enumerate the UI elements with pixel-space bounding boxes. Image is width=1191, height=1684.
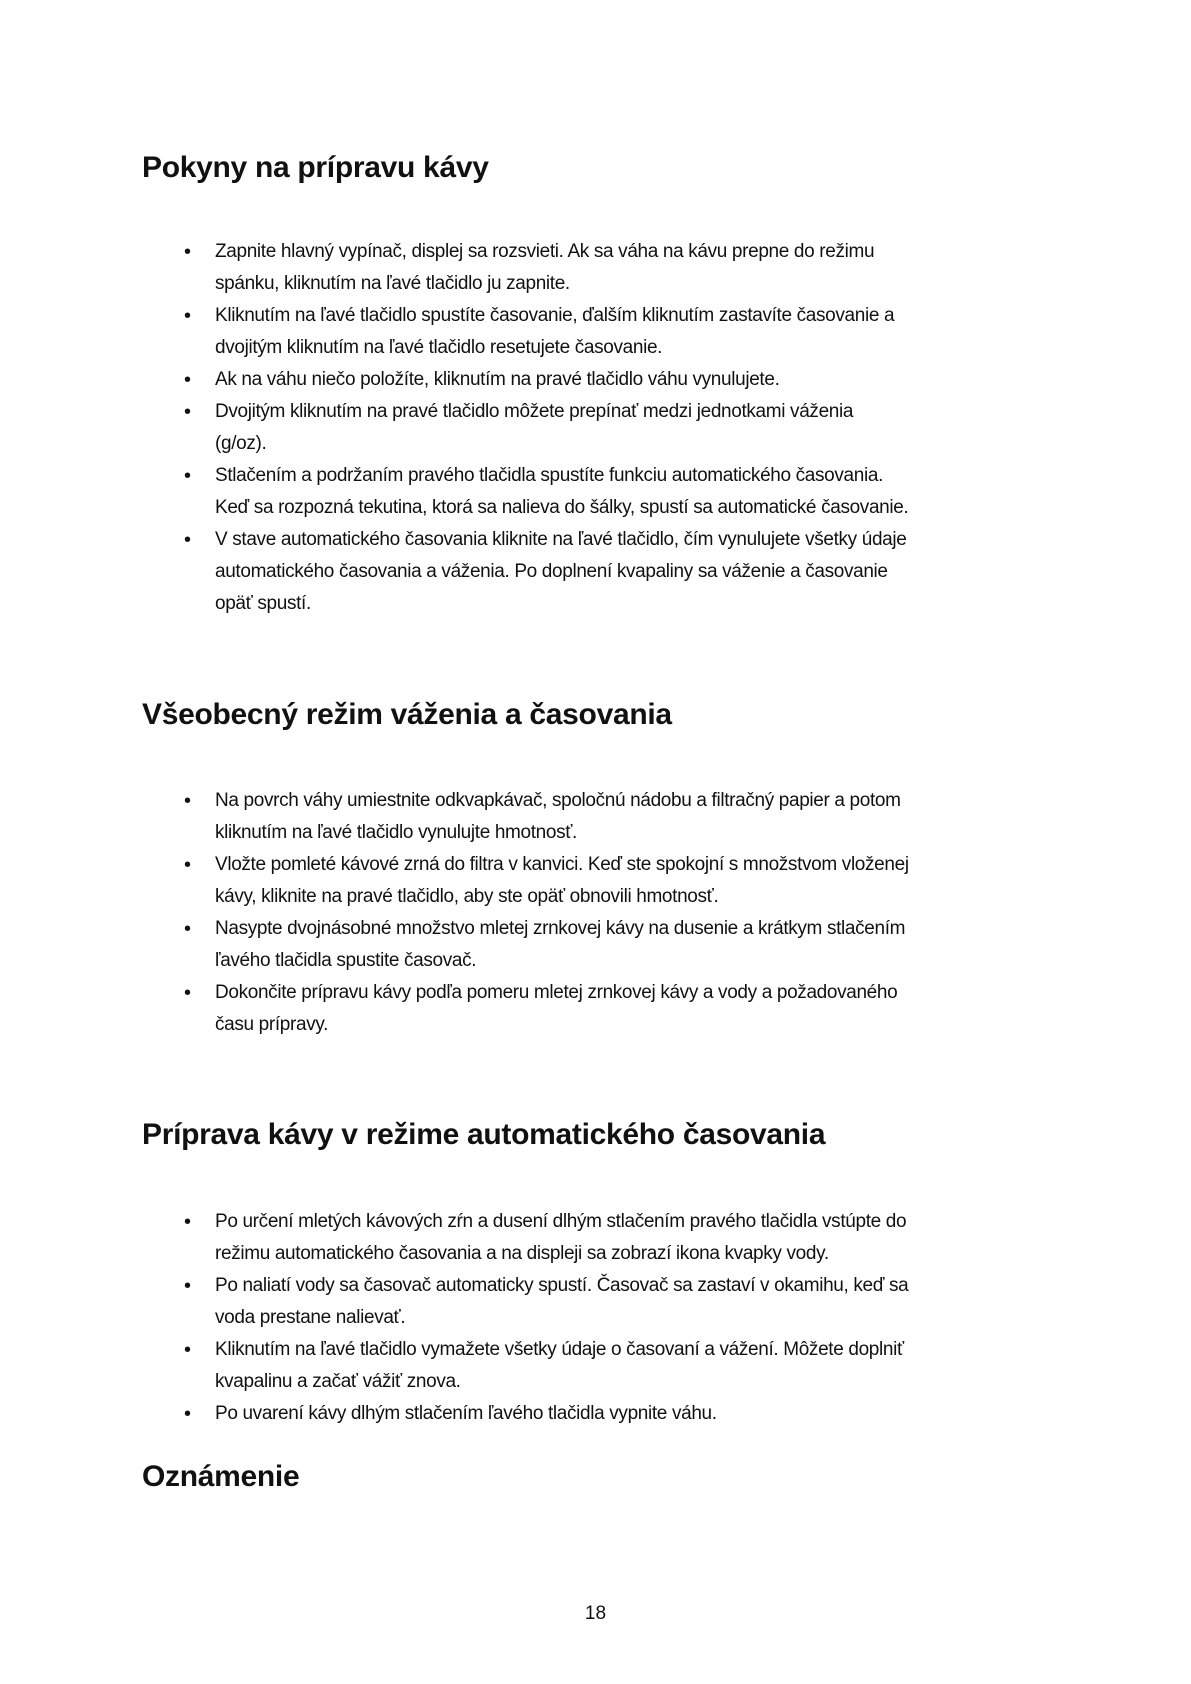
- list-item-text-line: Nasypte dvojnásobné množstvo mletej zrnkovej kávy na dusenie a krátkym stlačením: [215, 918, 906, 939]
- list-item-text-line: Dvojitým kliknutím na pravé tlačidlo môžete prepínať medzi jednotkami váženia: [215, 401, 854, 422]
- bullet-icon: •: [184, 401, 192, 423]
- auto-timing-list: [0, 1206, 1191, 1430]
- list-item-text-line: kávy, kliknite na pravé tlačidlo, aby ste opäť obnovili hmotnosť.: [215, 886, 719, 907]
- list-item-text-line: Po určení mletých kávových zŕn a dusení dlhým stlačením pravého tlačidla vstúpte do: [215, 1211, 907, 1232]
- list-item-text-line: Kliknutím na ľavé tlačidlo spustíte časovanie, ďalším kliknutím zastavíte časovanie a: [215, 305, 895, 326]
- bullet-icon: •: [184, 918, 192, 940]
- list-item-text-line: dvojitým kliknutím na ľavé tlačidlo resetujete časovanie.: [215, 337, 663, 358]
- list-item-text-line: Ak na váhu niečo položíte, kliknutím na pravé tlačidlo váhu vynulujete.: [215, 369, 780, 390]
- bullet-icon: •: [184, 465, 192, 487]
- coffee-instructions-list: [0, 236, 1191, 620]
- bullet-icon: •: [184, 982, 192, 1004]
- list-item-text-line: kvapalinu a začať vážiť znova.: [215, 1371, 461, 1392]
- section-heading-general-mode: Všeobecný režim váženia a časovania: [142, 698, 672, 731]
- bullet-icon: •: [184, 1339, 192, 1361]
- list-item-text-line: automatického časovania a váženia. Po doplnení kvapaliny sa váženie a časovanie: [215, 561, 888, 582]
- bullet-icon: •: [184, 790, 192, 812]
- list-item: [0, 300, 1191, 364]
- bullet-icon: •: [184, 305, 192, 327]
- bullet-icon: •: [184, 854, 192, 876]
- list-item-text-line: Zapnite hlavný vypínač, displej sa rozsvieti. Ak sa váha na kávu prepne do režimu: [215, 241, 875, 262]
- list-item-text-line: Kliknutím na ľavé tlačidlo vymažete všetky údaje o časovaní a vážení. Môžete doplniť: [215, 1339, 904, 1360]
- list-item-text-line: Stlačením a podržaním pravého tlačidla spustíte funkciu automatického časovania.: [215, 465, 883, 486]
- page-number: 18: [584, 1603, 607, 1624]
- bullet-icon: •: [184, 1403, 192, 1425]
- list-item: [0, 977, 1191, 1041]
- list-item: [0, 1270, 1191, 1334]
- bullet-icon: •: [184, 529, 192, 551]
- list-item-text-line: Po uvarení kávy dlhým stlačením ľavého tlačidla vypnite váhu.: [215, 1403, 717, 1424]
- list-item-text-line: Na povrch váhy umiestnite odkvapkávač, spoločnú nádobu a filtračný papier a potom: [215, 790, 901, 811]
- general-mode-list: [0, 785, 1191, 1041]
- list-item-text-line: Dokončite prípravu kávy podľa pomeru mletej zrnkovej kávy a vody a požadovaného: [215, 982, 898, 1003]
- list-item-text-line: režimu automatického časovania a na displeji sa zobrazí ikona kvapky vody.: [215, 1243, 829, 1264]
- list-item-text-line: kliknutím na ľavé tlačidlo vynulujte hmotnosť.: [215, 822, 577, 843]
- section-heading-notice: Oznámenie: [142, 1460, 300, 1493]
- section-heading-auto-timing: Príprava kávy v režime automatického časovania: [142, 1118, 826, 1151]
- bullet-icon: •: [184, 1275, 192, 1297]
- list-item-text-line: (g/oz).: [215, 433, 267, 454]
- bullet-icon: •: [184, 1211, 192, 1233]
- section-heading-coffee-instructions: Pokyny na prípravu kávy: [142, 151, 489, 184]
- list-item: [0, 396, 1191, 460]
- list-item-text-line: ľavého tlačidla spustite časovač.: [215, 950, 477, 971]
- list-item: [0, 524, 1191, 620]
- list-item-text-line: Vložte pomleté kávové zrná do filtra v kanvici. Keď ste spokojní s množstvom vloženej: [215, 854, 909, 875]
- bullet-icon: •: [184, 241, 192, 263]
- list-item: [0, 1206, 1191, 1270]
- list-item: [0, 236, 1191, 300]
- list-item: [0, 1398, 1191, 1430]
- list-item: [0, 1334, 1191, 1398]
- list-item-text-line: času prípravy.: [215, 1014, 329, 1035]
- list-item: [0, 364, 1191, 396]
- list-item-text-line: V stave automatického časovania kliknite na ľavé tlačidlo, čím vynulujete všetky údaje: [215, 529, 907, 550]
- list-item-text-line: opäť spustí.: [215, 593, 311, 614]
- list-item-text-line: spánku, kliknutím na ľavé tlačidlo ju zapnite.: [215, 273, 570, 294]
- list-item: [0, 849, 1191, 913]
- list-item: [0, 913, 1191, 977]
- list-item-text-line: Po naliatí vody sa časovač automaticky spustí. Časovač sa zastaví v okamihu, keď sa: [215, 1275, 909, 1296]
- list-item: [0, 785, 1191, 849]
- list-item-text-line: Keď sa rozpozná tekutina, ktorá sa nalieva do šálky, spustí sa automatické časovanie.: [215, 497, 909, 518]
- list-item-text-line: voda prestane nalievať.: [215, 1307, 406, 1328]
- bullet-icon: •: [184, 369, 192, 391]
- list-item: [0, 460, 1191, 524]
